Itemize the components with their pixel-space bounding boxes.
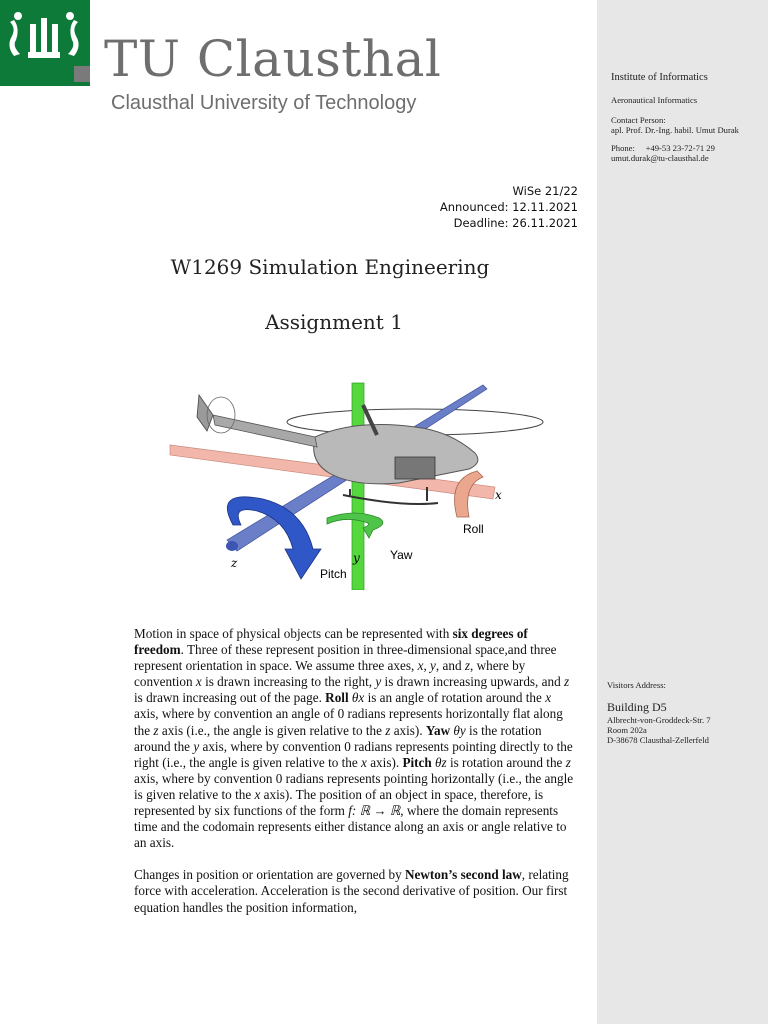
visitor-address (607, 715, 711, 745)
y-axis-label: y (353, 551, 360, 565)
assignment-title: Assignment 1 (265, 310, 403, 334)
body-text (134, 626, 574, 932)
helicopter-tail-boom (213, 415, 317, 447)
university-name: TU Clausthal (104, 30, 442, 88)
semester: WiSe 21/22 (512, 184, 578, 198)
bold-term: Pitch (402, 754, 432, 770)
helicopter-window (395, 457, 435, 479)
department-name: Aeronautical Informatics (611, 95, 698, 105)
phone-number: Phone: +49-53 23-72-71 29 (611, 143, 715, 153)
pitch-label: Pitch (320, 567, 347, 581)
bold-term: Newton’s second law (405, 867, 522, 883)
assignment-meta (440, 183, 578, 231)
institute-name: Institute of Informatics (611, 72, 708, 83)
paragraph-2: Changes in position or orientation are governed by Newton’s second law, relating force with acceleration. Acceleration is the second derivative of position. Our first equation handles the position information, (134, 867, 569, 915)
x-axis-label: x (495, 488, 502, 502)
deadline-date: Deadline: 26.11.2021 (453, 216, 578, 230)
contact-label: Contact Person: (611, 115, 666, 125)
logo-dot (74, 66, 90, 82)
visitors-address-label: Visitors Address: (607, 680, 666, 690)
yaw-label: Yaw (390, 548, 413, 562)
street: Albrecht-von-Groddeck-Str. 7 (607, 715, 711, 725)
contact-name: apl. Prof. Dr.-Ing. habil. Umut Durak (611, 125, 739, 135)
university-subtitle: Clausthal University of Technology (111, 92, 417, 114)
email-address[interactable]: umut.durak@tu-clausthal.de (611, 153, 709, 163)
bold-term: six degrees of freedom (134, 626, 528, 658)
paragraph-1: Motion in space of physical objects can be represented with six degrees of freedom. Three of these represent position in three-dimensional space,and three represent orientation in space. We assume three axes, x, y, and z, where by convention x is drawn increasing to the right, y is drawn increasing upwards, and z is drawn increasing out of the page. Roll θx is an angle of rotation around the x axis, where by convention an angle of 0 radians represents horizontally flat along the z axis (i.e., the angle is given relative to the z axis). Yaw θy is the rotation around the y axis, where by convention 0 radians represents pointing directly to the right (i.e., the angle is given relative to the x axis). Pitch θz is rotation around the z axis, where by convention 0 radians represents pointing horizontally (i.e., the angle is given relative to the x axis). The position of an object in space, therefore, is represented by six functions of the form f: ℝ → ℝ, where the domain represents time and the codomain represents either distance along an axis or angle relative to an axis. (134, 626, 574, 851)
z-axis-end (226, 541, 238, 551)
room: Room 202a (607, 725, 647, 735)
z-axis-label: z (231, 556, 238, 570)
helicopter-axes-figure (165, 375, 555, 590)
roll-label: Roll (463, 522, 484, 536)
bold-term: Roll (325, 690, 349, 706)
city: D-38678 Clausthal-Zellerfeld (607, 735, 709, 745)
announced-date: Announced: 12.11.2021 (439, 200, 578, 214)
course-title: W1269 Simulation Engineering (170, 255, 490, 279)
bold-term: Yaw (425, 722, 451, 738)
helicopter-tail-fin (197, 395, 213, 431)
building-name: Building D5 (607, 700, 667, 714)
